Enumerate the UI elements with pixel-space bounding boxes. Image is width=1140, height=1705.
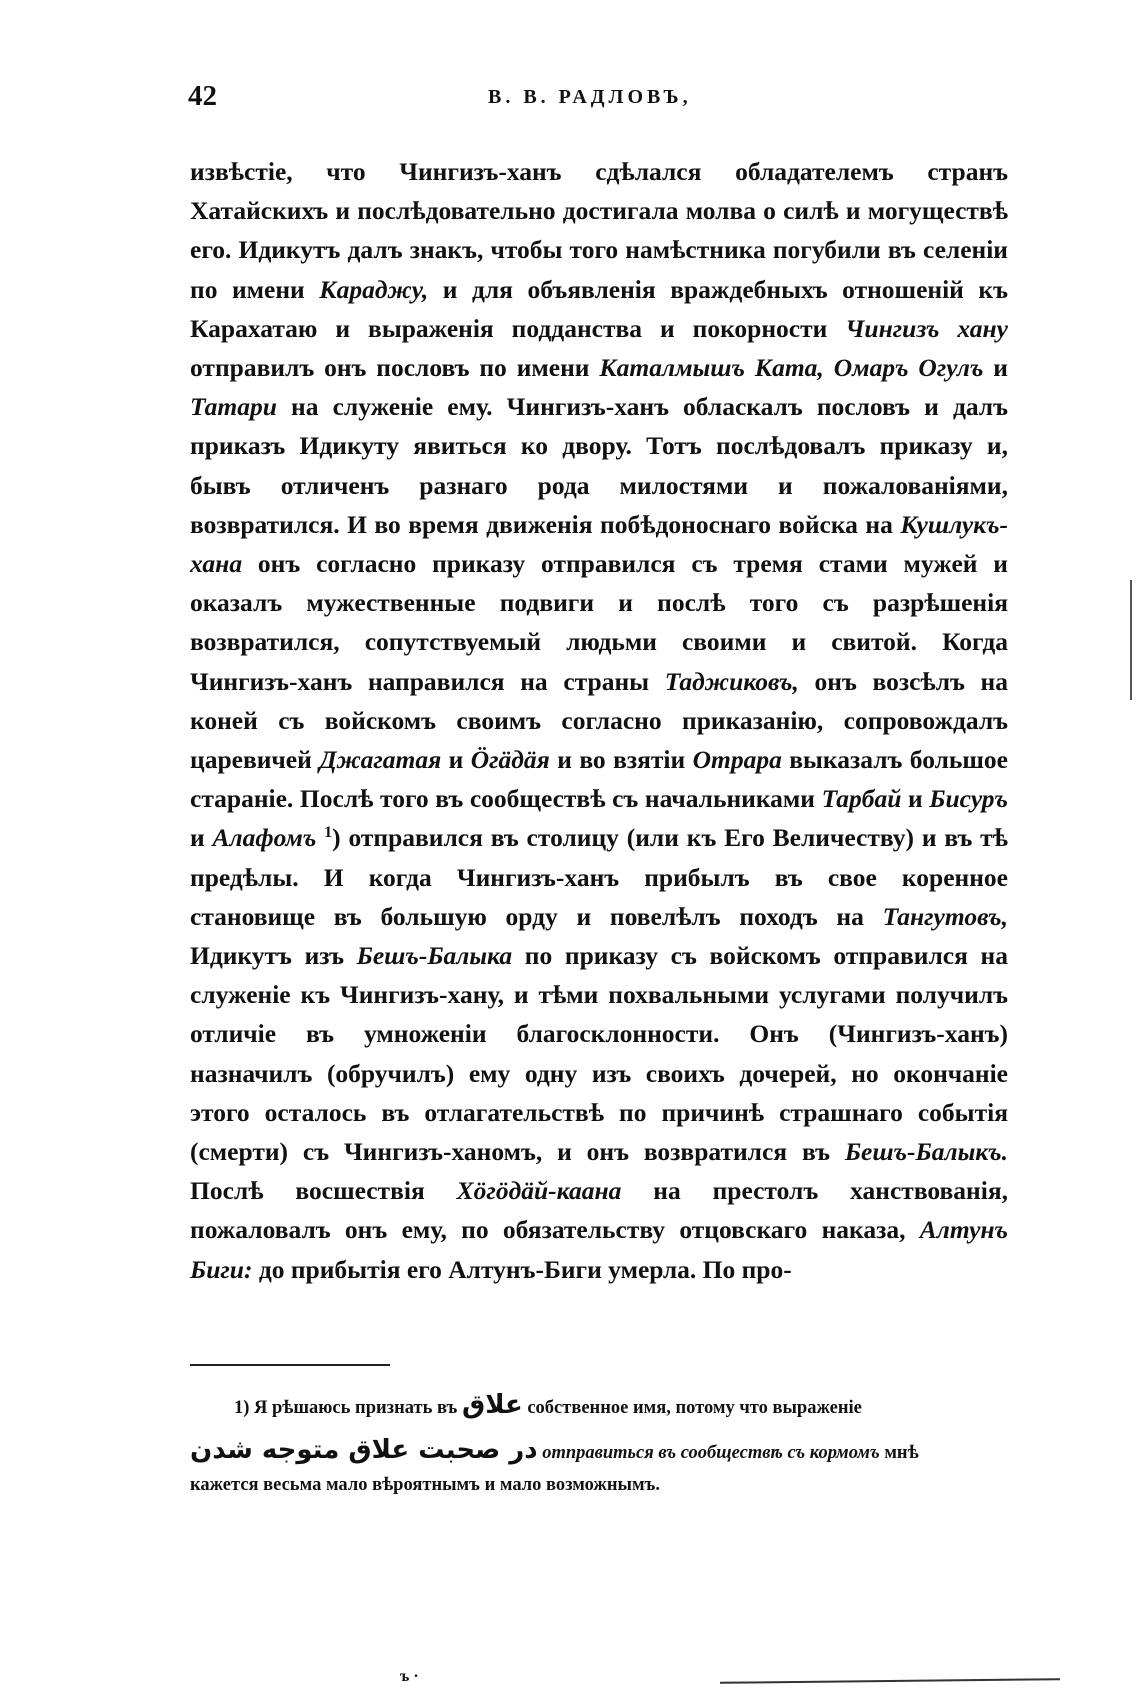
proper-name: Караджу,: [319, 274, 429, 304]
footnote-line: [190, 1474, 1008, 1496]
proper-name: Бешъ-Балыка: [356, 941, 513, 971]
text-run: ) отправился въ столицу (или къ Его Величеству) и въ тѣ предѣлы. И когда Чингизъ-ханъ прибылъ въ свое коренное становище въ большую орду и повелѣлъ походъ на: [190, 823, 1008, 931]
proper-name: Алафомъ: [212, 823, 317, 853]
text-run: и: [190, 823, 213, 853]
text-run: онъ согласно приказу отправился съ тремя стами мужей и оказалъ мужественные подвиги и послѣ того съ разрѣшенія возвратился, сопутствуемый людьми своими и свитой. Когда Чингизъ-ханъ направился на страны: [190, 549, 1008, 696]
text-run: отправилъ онъ пословъ по имени: [190, 353, 600, 383]
text-run: и: [983, 353, 1008, 383]
running-title: В. В. РАДЛОВЪ,: [488, 86, 692, 108]
proper-name: Джагатая: [319, 745, 442, 775]
footnote-text: кажется весьма мало вѣроятнымъ и мало возможнымъ.: [190, 1475, 660, 1495]
proper-name: Ӧгӓдӓя: [470, 745, 550, 775]
proper-name: Бисуръ: [929, 784, 1008, 814]
text-run: на служеніе ему. Чингизъ-ханъ обласкалъ пословъ и далъ приказъ Идикуту явиться ко двору. Тотъ послѣдовалъ приказу и, бывъ отличенъ разнаго рода милостями и пожалованіями, возвратился. И во время движенія побѣдоноснаго войска на: [190, 392, 1008, 539]
proper-name: Кушлукъ-хана: [190, 509, 1008, 579]
proper-name: Тангутовъ,: [882, 901, 1008, 931]
footnote-marker[interactable]: 1: [324, 824, 333, 842]
page-header: [188, 80, 1018, 120]
paragraph-text: [190, 152, 1008, 1289]
text-run: и во взятіи: [549, 745, 693, 775]
proper-name: Хӧгӧдӓй-каана: [456, 1176, 622, 1206]
page-number: 42: [188, 80, 217, 112]
text-run: извѣстіе, что Чингизъ-ханъ сдѣлался обладателемъ странъ Хатайскихъ и послѣдовательно достигала молва о силѣ и могуществѣ его. Идикутъ далъ знакъ, чтобы того намѣстника погубили въ селеніи по имени: [190, 157, 1008, 304]
footnote-text: собственное имя, потому что выраженіе: [522, 1398, 862, 1418]
proper-name: Чингизъ хану: [845, 313, 1008, 343]
proper-name: Тарбай: [821, 784, 902, 814]
arabic-word: علاق: [461, 1390, 523, 1420]
text-run: до прибытія его Алтунъ-Биги умерла. По про-: [252, 1254, 792, 1284]
footnote-text: мнѣ: [879, 1443, 919, 1463]
footnote-line: [190, 1429, 1008, 1474]
body-paragraph: [190, 152, 1008, 1289]
footnote-text: 1) Я рѣшаюсь признать въ: [234, 1398, 462, 1418]
text-run: выказалъ большое стараніе. Послѣ того въ сообществѣ съ начальниками: [190, 745, 1008, 814]
proper-name: Бешъ-Балыкъ.: [844, 1137, 1008, 1167]
text-run: и для объявленія враждебныхъ отношеній къ Карахатаю и выраженія подданства и покорности: [190, 274, 1008, 343]
text-run: на престолъ ханствованія, пожаловалъ онъ ему, по обязательству отцовскаго наказа,: [190, 1176, 1008, 1245]
scan-edge-mark: [1130, 580, 1132, 700]
footnote-line: [190, 1384, 1008, 1429]
signature-mark: ъ ·: [400, 1668, 419, 1685]
text-run: Послѣ восшествія: [190, 1176, 457, 1206]
proper-name: Каталмышъ Ката, Омаръ Огулъ: [599, 353, 984, 383]
proper-name: Таджиковъ,: [664, 666, 799, 696]
text-run: и: [901, 784, 930, 814]
footnote-divider: [190, 1364, 390, 1366]
scan-edge-line: [720, 1678, 1060, 1684]
footnote: [190, 1384, 1008, 1496]
text-run: онъ возсѣлъ на коней съ войскомъ своимъ согласно приказанію, сопровождалъ царевичей: [190, 666, 1009, 775]
proper-name: Алтунъ Биги:: [190, 1215, 1008, 1284]
text-run: и: [441, 745, 471, 775]
text-run: Идикутъ изъ: [190, 941, 357, 971]
text-run: по приказу съ войскомъ отправился на служеніе къ Чингизъ-хану, и тѣми похвальными услугами получилъ отличіе въ умноженіи благосклонности. Онъ (Чингизъ-ханъ) назначилъ (обручилъ) ему одну изъ своихъ дочерей, но окончаніе этого осталось въ отлагательствѣ по причинѣ страшнаго событія (смерти) съ Чингизъ-ханомъ, и онъ возвратился въ: [190, 941, 1008, 1167]
proper-name: Отрара: [692, 745, 782, 775]
arabic-phrase: در صحبت علاق متوجه شدن: [190, 1435, 538, 1465]
proper-name: Татари: [190, 392, 277, 422]
footnote-translation: отправиться въ сообществѣ съ кормомъ: [542, 1443, 880, 1463]
